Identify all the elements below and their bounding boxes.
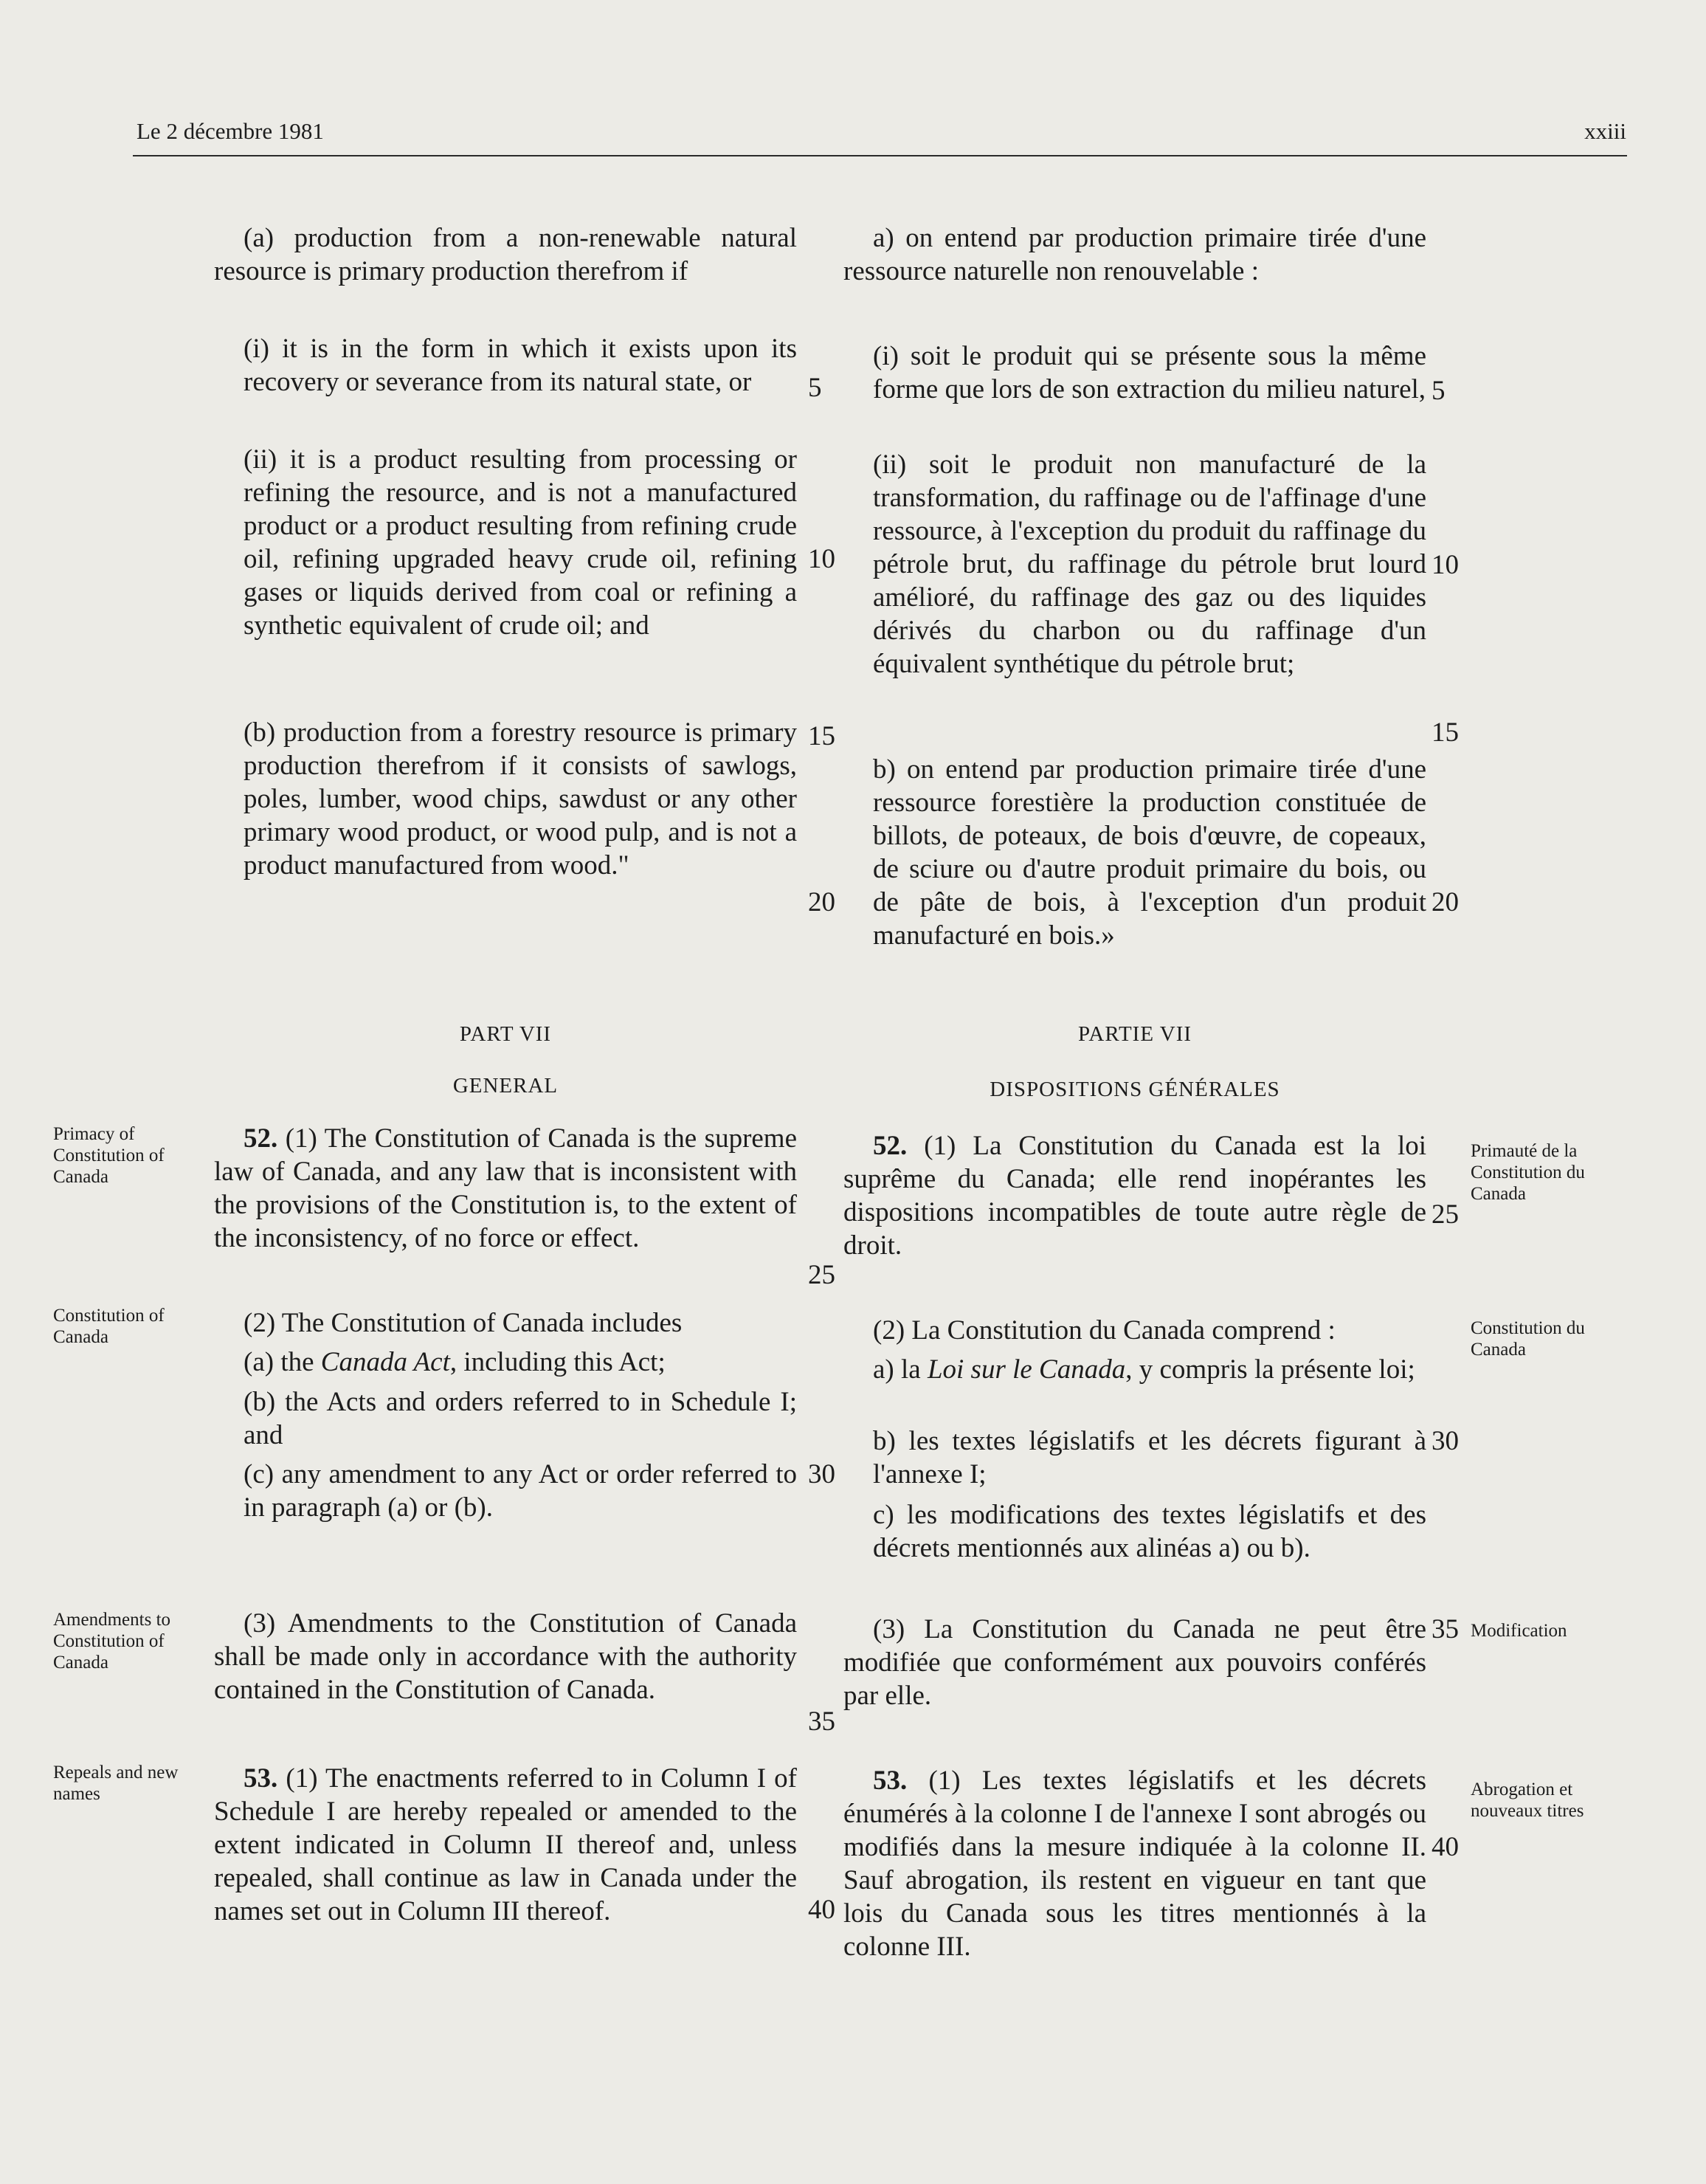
- running-header-date: Le 2 décembre 1981: [137, 118, 324, 144]
- fr-section-53-number: 53.: [873, 1766, 908, 1796]
- fr-line-number: 35: [1432, 1614, 1459, 1644]
- margin-note-abrogation: Abrogation et nouveaux titres: [1471, 1780, 1584, 1821]
- fr-line-number: 20: [1432, 887, 1459, 917]
- fr-line-number: 25: [1432, 1199, 1459, 1230]
- en-line-number: 5: [808, 373, 822, 403]
- fr-section-52-2: (2) La Constitution du Canada comprend :: [873, 1315, 1336, 1346]
- en-section-52-1: [214, 1122, 797, 1255]
- en-line-number: 25: [808, 1260, 835, 1290]
- en-section-53-number: 53.: [244, 1763, 278, 1794]
- fr-part-number: PARTIE VII: [1077, 1022, 1192, 1046]
- en-line-number: 15: [808, 721, 835, 751]
- fr-line-number: 5: [1432, 376, 1446, 406]
- en-line-number: 20: [808, 887, 835, 917]
- en-para-b: (b) production from a forestry resource is primary production therefrom if it consists of sawlogs, poles, lumber, wood chips, sawdust or any other primary wood product, or wood pulp, and is not a product manufactured from wood.": [244, 717, 797, 881]
- en-section-52-1-text: (1) The Constitution of Canada is the supreme law of Canada, and any law that is inconsistent with the provisions of the Constitution is, to the extent of the inconsistency, of no force or effect.: [214, 1123, 798, 1253]
- en-section-52-2b: (b) the Acts and orders referred to in Schedule I; and: [244, 1387, 797, 1450]
- margin-note-repeals: Repeals and new names: [53, 1763, 179, 1804]
- header-rule: [133, 155, 1627, 156]
- loi-sur-le-canada-title: Loi sur le Canada: [927, 1354, 1126, 1385]
- en-line-number: 30: [808, 1459, 835, 1489]
- en-line-number: 10: [808, 544, 835, 574]
- en-para-a-ii: (ii) it is a product resulting from processing or refining the resource, and is not a manufactured product or a product resulting from refining crude oil, refining upgraded heavy crude oil, refining gases or liquids derived from coal or refining a synthetic equivalent of crude oil; and: [244, 444, 797, 641]
- fr-section-52-2b: b) les textes législatifs et les décrets figurant à l'annexe I;: [873, 1426, 1426, 1489]
- fr-para-a-ii: (ii) soit le produit non manufacturé de la transformation, du raffinage ou de l'affinage d'une ressource, à l'exception du produit du raffinage du pétrole brut, du raffinage du pétrole brut lourd amélioré, du raffinage des gaz ou des liquides dérivés du charbon ou du raffinage d'un équivalent synthétique du pétrole brut;: [873, 449, 1426, 679]
- fr-line-number: 40: [1432, 1832, 1459, 1862]
- en-para-a: [214, 221, 797, 288]
- margin-note-primacy: Primacy of Constitution of Canada: [53, 1124, 165, 1187]
- fr-section-52-1: 52. (1) La Constitution du Canada est la loi suprême du Canada; elle rend inopérantes les dispositions incompatibles de toute autre règle de droit.: [843, 1131, 1427, 1261]
- en-section-52-2: (2) The Constitution of Canada includes: [244, 1308, 683, 1338]
- page-number: xxiii: [1584, 118, 1626, 144]
- fr-line-number: 30: [1432, 1426, 1459, 1456]
- fr-line-number: 15: [1432, 717, 1459, 748]
- margin-note-amendments: Amendments to Constitution of Canada: [53, 1610, 171, 1673]
- en-part-title: GENERAL: [452, 1074, 559, 1098]
- fr-para-b: b) on entend par production primaire tirée d'une ressource forestière la production constituée de billots, de poteaux, de bois d'œuvre, de copeaux, de sciure ou d'autre produit primaire du bois, ou de pâte de bois, à l'exception d'un produit manufacturé en bois.»: [873, 754, 1426, 951]
- en-para-a-text: (a) production from a non-renewable natural resource is primary production therefrom if: [214, 223, 797, 286]
- fr-line-number: 10: [1432, 550, 1459, 580]
- fr-section-52-2c: c) les modifications des textes législatifs et des décrets mentionnés aux alinéas a) ou b).: [873, 1500, 1426, 1563]
- fr-part-title: DISPOSITIONS GÉNÉRALES: [990, 1078, 1280, 1101]
- en-para-a-i: (i) it is in the form in which it exists upon its recovery or severance from its natural state, or: [244, 334, 797, 397]
- fr-section-52-2a: a) la Loi sur le Canada, y compris la présente loi;: [873, 1354, 1415, 1385]
- en-section-52-number: 52.: [244, 1123, 278, 1154]
- en-section-52-3: (3) Amendments to the Constitution of Canada shall be made only in accordance with the authority contained in the Constitution of Canada.: [214, 1608, 797, 1705]
- en-section-52-2c: (c) any amendment to any Act or order referred to in paragraph (a) or (b).: [244, 1459, 797, 1523]
- fr-para-a-i: (i) soit le produit qui se présente sous la même forme que lors de son extraction du milieu naturel,: [873, 341, 1426, 404]
- en-section-53-1: 53. (1) The enactments referred to in Column I of Schedule I are hereby repealed or amended to the extent indicated in Column II thereof and, unless repealed, shall continue as law in Canada under the names set out in Column III thereof.: [214, 1763, 798, 1926]
- fr-section-52-3: (3) La Constitution du Canada ne peut être modifiée que conformément aux pouvoirs conférés par elle.: [843, 1614, 1426, 1711]
- en-line-number: 35: [808, 1706, 835, 1737]
- en-section-52-2a: (a) the Canada Act, including this Act;: [244, 1347, 666, 1377]
- margin-note-modification: Modification: [1471, 1621, 1567, 1641]
- canada-act-title: Canada Act: [320, 1347, 450, 1377]
- margin-note-constitution: Constitution of Canada: [53, 1306, 165, 1347]
- margin-note-constitution-du-canada: Constitution du Canada: [1471, 1318, 1585, 1360]
- fr-para-a: a) on entend par production primaire tirée d'une ressource naturelle non renouvelable :: [843, 223, 1426, 286]
- en-line-number: 40: [808, 1895, 835, 1925]
- fr-section-52-number: 52.: [873, 1131, 908, 1161]
- margin-note-primaute: Primauté de la Constitution du Canada: [1471, 1141, 1585, 1204]
- fr-section-53-1: 53. (1) Les textes législatifs et les décrets énumérés à la colonne I de l'annexe I sont abrogés ou modifiés dans la mesure indiquée à la colonne II. Sauf abrogation, ils restent en vigueur en tant que lois du Canada sous les titres mentionnés à la colonne III.: [843, 1766, 1427, 1962]
- en-part-number: PART VII: [459, 1022, 552, 1046]
